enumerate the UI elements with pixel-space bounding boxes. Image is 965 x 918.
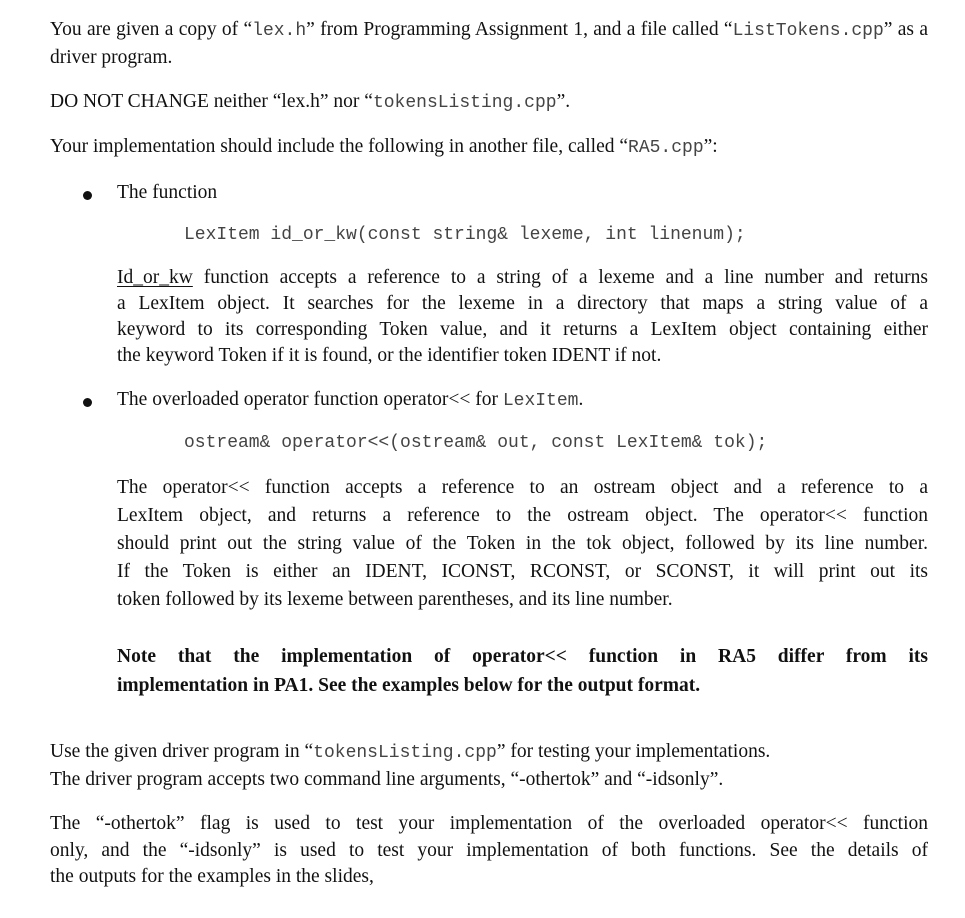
do-not-change-paragraph	[50, 89, 928, 117]
desc-line-4: the keyword Token if it is found, or the identifier token IDENT if not.	[117, 345, 662, 366]
desc-line-2: a LexItem object. It searches for the lexeme in a directory that maps a string value of a	[117, 293, 928, 314]
intro-text-3: ” as a driver program.	[50, 19, 928, 68]
lexh-filename: lex.h	[252, 21, 307, 41]
note-line-2: implementation in PA1. See the examples below for the output format.	[117, 675, 701, 696]
listtokens-filename: ListTokens.cpp	[732, 21, 884, 41]
bullet-1-label: The function	[117, 182, 218, 203]
id-or-kw-signature: LexItem id_or_kw(const string& lexeme, int linenum);	[184, 225, 746, 245]
ra5-filename: RA5.cpp	[628, 138, 704, 158]
desc-line-1: Id_or_kw function accepts a reference to a string of a lexeme and a line number and returns	[117, 267, 928, 288]
implementation-text: Your implementation should include the following in another file, called “	[50, 136, 629, 157]
bullet-dot-1	[83, 191, 92, 200]
id-or-kw-name: Id_or_kw	[117, 267, 193, 288]
op-line-1: The operator<< function accepts a reference to an ostream object and a reference to a	[117, 477, 928, 498]
driver-paragraph	[50, 739, 928, 793]
implementation-end: ”:	[703, 136, 718, 157]
operator-description	[117, 474, 928, 614]
do-not-change-text: DO NOT CHANGE neither “lex.h” nor “	[50, 91, 373, 112]
flags-line-2: only, and the “-idsonly” is used to test your implementation of both functions. See the details of	[50, 839, 928, 861]
intro-text-2: ” from Programming Assignment 1, and a file called “	[306, 19, 733, 40]
op-line-3: should print out the string value of the Token in the tok object, followed by its line number.	[117, 533, 928, 554]
tokenslisting-filename-2: tokensListing.cpp	[313, 743, 497, 763]
tokenslisting-filename: tokensListing.cpp	[372, 93, 557, 113]
note-paragraph	[117, 642, 928, 700]
desc-line-3: keyword to its corresponding Token value, and it returns a LexItem object containing either	[117, 319, 928, 340]
do-not-change-end: ”.	[556, 91, 571, 112]
intro-paragraph	[50, 17, 928, 71]
bullet-2-label: The overloaded operator function operator<< for LexItem.	[117, 389, 584, 411]
flags-paragraph	[50, 811, 928, 891]
flags-line-3: the outputs for the examples in the slides,	[50, 866, 374, 887]
driver-line-1: Use the given driver program in “tokensListing.cpp” for testing your implementations.	[50, 741, 771, 763]
note-line-1: Note that the implementation of operator<< function in RA5 differ from its	[117, 646, 928, 667]
id-or-kw-description	[117, 265, 928, 369]
driver-line-2: The driver program accepts two command line arguments, “-othertok” and “-idsonly”.	[50, 768, 724, 790]
op-line-5: token followed by its lexeme between parentheses, and its line number.	[117, 589, 673, 610]
flags-line-1: The “-othertok” flag is used to test your implementation of the overloaded operator<< function	[50, 813, 928, 834]
op-line-4: If the Token is either an IDENT, ICONST, RCONST, or SCONST, it will print out its	[117, 561, 928, 582]
op-line-2: LexItem object, and returns a reference to the ostream object. The operator<< function	[117, 505, 928, 526]
operator-signature: ostream& operator<<(ostream& out, const LexItem& tok);	[184, 433, 768, 453]
intro-text-1: You are given a copy of “	[50, 19, 253, 40]
bullet-dot-2	[83, 398, 92, 407]
implementation-paragraph	[50, 134, 928, 162]
lexitem-type: LexItem	[502, 391, 579, 411]
